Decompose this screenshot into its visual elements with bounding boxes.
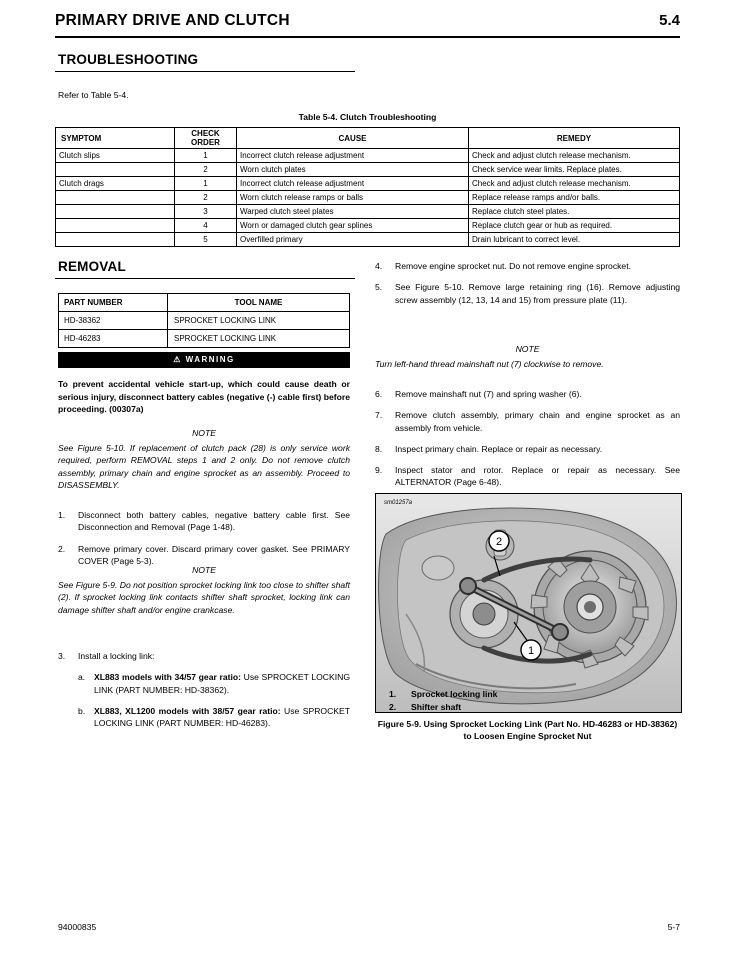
cell-remedy: Replace clutch gear or hub as required. (469, 219, 680, 233)
step-number: 8. (375, 443, 383, 454)
svg-text:1: 1 (527, 645, 535, 657)
step-text: See Figure 5-10. Remove large retaining ring (16). Remove adjusting screw assembly (12, 13, 14 and 15) from pressure plate (11). (395, 282, 680, 305)
cell-symptom (56, 191, 175, 205)
step-text: Install a locking link: (78, 651, 155, 661)
list-item (58, 650, 350, 662)
table-row (56, 163, 680, 177)
step-number: 4. (375, 261, 383, 271)
troubleshooting-heading-rule (55, 71, 355, 72)
substep-body: Use SPROCKET LOCKING LINK (PART NUMBER: HD-46283). (94, 705, 350, 729)
table-row (56, 177, 680, 191)
cell-part-number: HD-46283 (59, 330, 168, 348)
list-item (58, 509, 350, 534)
table-caption: Table 5-4. Clutch Troubleshooting (298, 112, 437, 122)
figure-caption: Figure 5-9. Using Sprocket Locking Link (Part No. HD-46283 or HD-38362) to Loosen Engine Sprocket Nut (377, 719, 678, 741)
note-label-1: NOTE (192, 428, 216, 438)
step-text: Disconnect both battery cables, negative battery cable first. See Disconnection and Removal (Page 1-48). (78, 510, 350, 533)
warning-text: To prevent accidental vehicle start-up, which could cause death or serious injury, disconnect battery cables (negative (-) cable first) before proceeding. (00307a) (58, 379, 350, 414)
primary-drive-photo (376, 494, 681, 712)
note-text-3: Turn left-hand thread mainshaft nut (7) clockwise to remove. (375, 359, 604, 369)
removal-heading: REMOVAL (58, 259, 126, 274)
page-header (55, 12, 680, 30)
note-text-1: See Figure 5-10. If replacement of clutch pack (28) is only service work required, perform REMOVAL steps 1 and 2 only. Do not remove clutch assembly, primary chain and engine sprocket as an assembly. Proceed to DISASSEMBLY. (58, 443, 350, 490)
list-item (375, 281, 680, 306)
table-row (59, 312, 350, 330)
legend-label: Sprocket locking link (411, 689, 498, 699)
cell-remedy: Check and adjust clutch release mechanism. (469, 177, 680, 191)
cell-cause: Worn clutch plates (237, 163, 469, 177)
substep-number: a. (78, 672, 86, 683)
cell-order: 2 (175, 163, 237, 177)
figure-legend (375, 688, 680, 714)
tool-table (58, 293, 350, 348)
list-item (375, 443, 680, 455)
legend-item (375, 688, 680, 701)
cell-part-number: HD-38362 (59, 312, 168, 330)
step-text: Remove clutch assembly, primary chain and engine sprocket as an assembly from vehicle. (395, 410, 680, 433)
col-check-order: CHECK ORDER (175, 128, 237, 149)
cell-order: 2 (175, 191, 237, 205)
table-row (56, 149, 680, 163)
cell-remedy: Replace release ramps and/or balls. (469, 191, 680, 205)
substep-number: b. (78, 705, 86, 716)
note-text-2: See Figure 5-9. Do not position sprocket locking link too close to shifter shaft (2). If sprocket locking link contacts shifter shaft sprocket, locking link can damage shifter shaft and/or engine crankcase. (58, 580, 350, 615)
note-label-3: NOTE (515, 344, 540, 354)
col-part-number: PART NUMBER (59, 294, 168, 312)
substep-body: Use SPROCKET LOCKING LINK (PART NUMBER: HD-38362). (94, 672, 351, 695)
cell-symptom (56, 219, 175, 233)
legend-label: Shifter shaft (411, 702, 462, 712)
warning-bar (59, 353, 349, 367)
cell-symptom (56, 163, 175, 177)
note-label-2: NOTE (192, 565, 216, 575)
troubleshooting-table (55, 127, 680, 247)
cell-cause: Overfilled primary (237, 233, 469, 247)
footer-document-number: 94000835 (58, 922, 97, 932)
list-item (78, 671, 350, 696)
step-text: Inspect primary chain. Replace or repair as necessary. (395, 443, 603, 454)
table-row (56, 219, 680, 233)
step-text: Remove engine sprocket nut. Do not remove engine sprocket. (395, 261, 631, 271)
troubleshooting-intro: Refer to Table 5-4. (58, 90, 129, 100)
cell-symptom (56, 233, 175, 247)
cell-remedy: Replace clutch steel plates. (469, 205, 680, 219)
cell-cause: Worn clutch release ramps or balls (237, 191, 469, 205)
removal-step-3 (58, 650, 350, 738)
col-cause: CAUSE (237, 128, 469, 149)
page-title: PRIMARY DRIVE AND CLUTCH (55, 12, 290, 29)
substep-text (94, 671, 350, 696)
table-row (59, 330, 350, 348)
cell-cause: Incorrect clutch release adjustment (237, 177, 469, 191)
table-row (56, 191, 680, 205)
cell-order: 4 (175, 219, 237, 233)
step-number: 5. (375, 282, 383, 293)
troubleshooting-heading: TROUBLESHOOTING (58, 52, 199, 67)
section-number: 5.4 (659, 12, 680, 29)
list-item (78, 705, 350, 730)
col-symptom: SYMPTOM (56, 128, 175, 149)
cell-symptom (56, 205, 175, 219)
step-text: Remove mainshaft nut (7) and spring washer (6). (395, 389, 582, 399)
cell-tool-name: SPROCKET LOCKING LINK (168, 330, 350, 348)
cell-remedy: Check and adjust clutch release mechanism. (469, 149, 680, 163)
step-number: 9. (375, 465, 383, 476)
cell-cause: Worn or damaged clutch gear splines (237, 219, 469, 233)
footer-page-number: 5-7 (667, 922, 680, 932)
cell-order: 1 (175, 177, 237, 191)
list-item (375, 388, 680, 400)
cell-order: 3 (175, 205, 237, 219)
step-number: 1. (58, 510, 66, 520)
substep-text (94, 705, 350, 730)
cell-symptom: Clutch slips (56, 149, 175, 163)
svg-text:2: 2 (495, 536, 503, 548)
figure-image-id: sm01257a (384, 500, 413, 506)
list-item (375, 260, 680, 272)
cell-remedy: Drain lubricant to correct level. (469, 233, 680, 247)
col-remedy: REMEDY (469, 128, 680, 149)
substep-emphasis: XL883 models with 34/57 gear ratio: (94, 672, 241, 683)
legend-number: 1. (389, 689, 397, 699)
substep-emphasis: XL883, XL1200 models with 38/57 gear ratio: (94, 705, 281, 716)
warning-triangle-icon: ⚠ (173, 355, 182, 364)
removal-steps-right-bottom (375, 388, 680, 498)
step-number: 2. (58, 543, 66, 554)
legend-item (375, 701, 680, 714)
removal-heading-rule (55, 278, 355, 279)
figure-image (375, 493, 682, 713)
cell-cause: Incorrect clutch release adjustment (237, 149, 469, 163)
table-row (56, 233, 680, 247)
list-item (375, 464, 680, 489)
cell-order: 5 (175, 233, 237, 247)
header-divider (55, 36, 680, 38)
step-number: 7. (375, 410, 383, 421)
cell-cause: Warped clutch steel plates (237, 205, 469, 219)
table-row (56, 205, 680, 219)
cell-symptom: Clutch drags (56, 177, 175, 191)
removal-steps-right-top (375, 260, 680, 315)
list-item (375, 409, 680, 434)
cell-remedy: Check service wear limits. Replace plates. (469, 163, 680, 177)
list-item (58, 543, 350, 568)
warning-label: WARNING (185, 355, 235, 364)
cell-tool-name: SPROCKET LOCKING LINK (168, 312, 350, 330)
step-number: 6. (375, 389, 383, 399)
col-tool-name: TOOL NAME (168, 294, 350, 312)
warning-box (58, 352, 350, 368)
cell-order: 1 (175, 149, 237, 163)
step-number: 3. (58, 651, 66, 661)
step-text: Inspect stator and rotor. Replace or repair as necessary. See ALTERNATOR (Page 6-48). (395, 465, 680, 488)
step-text: Remove primary cover. Discard primary cover gasket. See PRIMARY COVER (Page 5-3). (78, 543, 350, 566)
legend-number: 2. (389, 702, 397, 712)
